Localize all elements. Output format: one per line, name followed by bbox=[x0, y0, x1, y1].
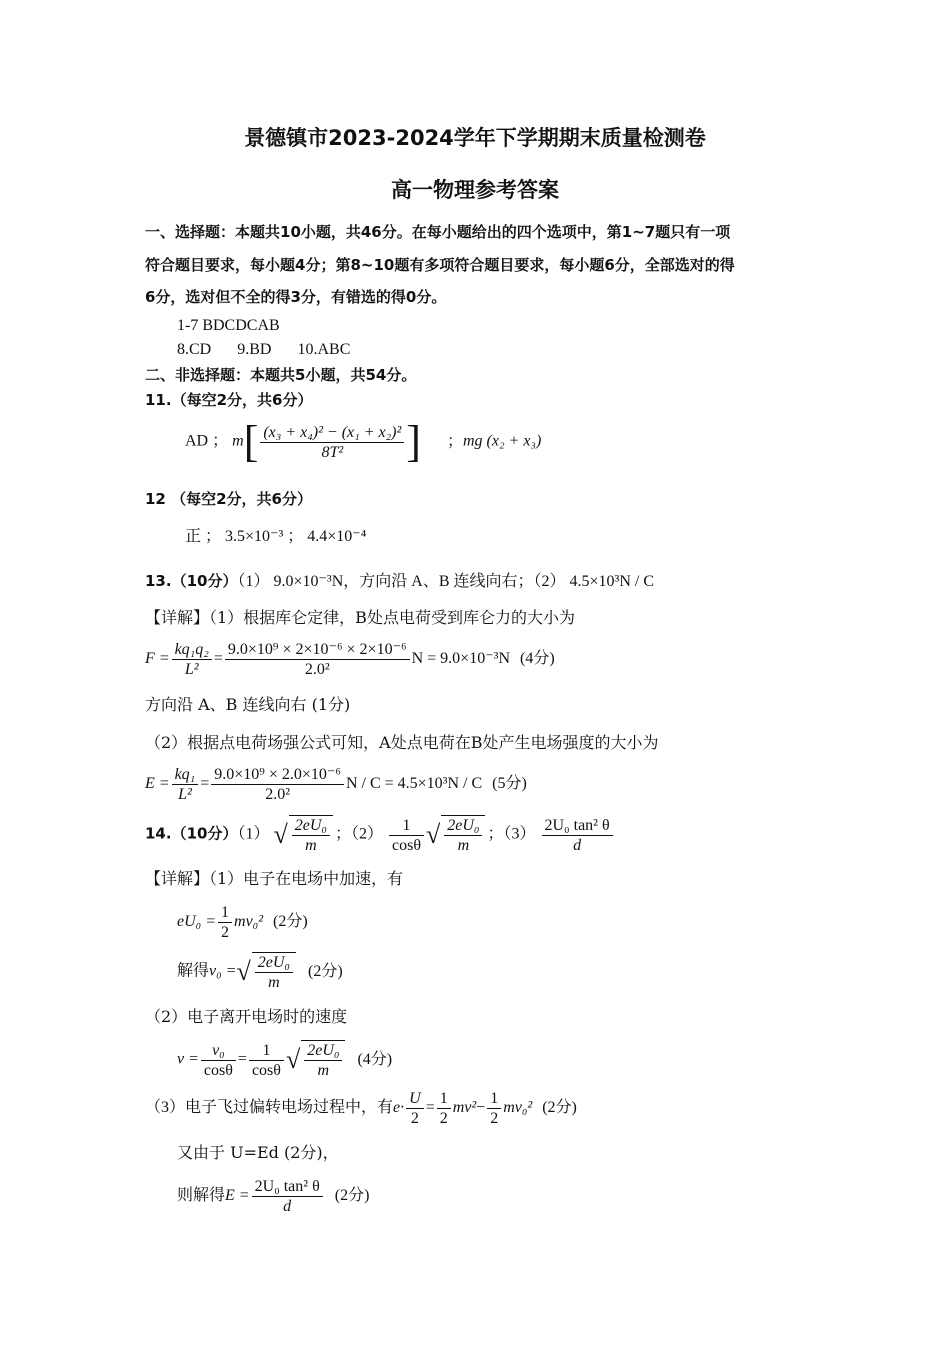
page-subtitle: 高一物理参考答案 bbox=[391, 178, 559, 202]
q13-label: 13.（10分） bbox=[145, 572, 238, 590]
answers-8-10 bbox=[177, 340, 350, 360]
q14-label: 14.（10分） bbox=[145, 824, 238, 843]
q12-label: 12 （每空2分，共6分） bbox=[145, 490, 312, 508]
q14-detail-2: （2）电子离开电场时的速度 bbox=[145, 1007, 348, 1026]
q14-detail-1: 【详解】（1）电子在电场中加速，有 bbox=[145, 869, 404, 888]
q14-eq5: 则解得E = $\frac{\text{2U₀ tan² θ}}{d}$ (2分) bbox=[177, 1178, 370, 1215]
answer-8: 8.CD bbox=[177, 341, 212, 358]
part2-heading: 二、非选择题：本题共5小题，共54分。 bbox=[145, 366, 417, 384]
q11-answer-3: mg (x₂ + x₃) bbox=[462, 432, 542, 450]
q13-detail-2: （2）根据点电荷场强公式可知，A处点电荷在B处产生电场强度的大小为 bbox=[145, 733, 659, 752]
q14-eq4: （3）电子飞过偏转电场过程中，有e· $\frac{U}{2}$ = $\frac{1}{2}$ mv²− $\frac{1}{2}$ mv₀² (2分) bbox=[145, 1090, 577, 1127]
q11-answer-1: AD ； bbox=[185, 432, 229, 450]
answer-10: 10.ABC bbox=[297, 341, 351, 358]
q13-field-eq: E = $\frac{\text{kq₁}}{\text{L²}}$ = $\frac{\text{9.0×10⁹ × 2.0×10⁻⁶}}{\text{2.0²}}$ N / C = 4.5×10³N / C (5分) bbox=[145, 766, 527, 803]
part1-line2: 符合题目要求，每小题4分；第8~10题有多项符合题目要求，每小题6分，全部选对的得 bbox=[145, 256, 735, 274]
q13-summary: （1） 9.0×10⁻³N，方向沿 A、B 连线向右；（2） 4.5×10³N / C bbox=[237, 573, 654, 590]
q11-coef: m bbox=[232, 432, 244, 450]
part1-line1: 一、选择题：本题共10小题，共46分。在每小题给出的四个选项中，第1~7题只有一项 bbox=[145, 223, 731, 241]
answer-9: 9.BD bbox=[237, 341, 272, 358]
q12-answer: 正 ； 3.5×10⁻³ ； 4.4×10⁻⁴ bbox=[185, 528, 367, 545]
q11-sep: ； bbox=[446, 432, 463, 450]
q14-eq1: eU₀ = $\frac{1}{2}$ mv₀² (2分) bbox=[177, 904, 308, 941]
answers-1-7: 1-7 BDCDCAB bbox=[177, 317, 280, 334]
page-title: 景德镇市2023-2024学年下学期期末质量检测卷 bbox=[244, 126, 706, 150]
part1-line3: 6分，选对但不全的得3分，有错选的得0分。 bbox=[145, 288, 447, 306]
q13-coulomb-eq: F = $\frac{\text{kq₁q₂}}{\text{L²}}$ = $\frac{\text{9.0×10⁹ × 2×10⁻⁶ × 2×10⁻⁶}}{\text{2.0²}}$ N = 9.0×10⁻³N (4分) bbox=[145, 641, 555, 678]
q13-direction: 方向沿 A、B 连线向右 (1分) bbox=[145, 695, 351, 714]
q13-detail-1: 【详解】（1）根据库仑定律，B处点电荷受到库仑力的大小为 bbox=[145, 608, 575, 627]
q14-eq3: v = $\frac{\text{v₀}}{\cos\theta}$ = $\frac{1}{\cos\theta}$ √ $\frac{\text{2eU₀}}{m}$ (4分) bbox=[177, 1041, 393, 1079]
q14-also: 又由于 U=Ed (2分)， bbox=[177, 1143, 339, 1162]
q13-line bbox=[145, 571, 654, 592]
q11-fraction: $\frac{\text{(x₃ + x₄)² − (x₁ + x₂)²}}{\text{8T²}}$ bbox=[260, 423, 404, 462]
q14-eq2: 解得v₀ =√ $\frac{\text{2eU₀}}{m}$ (2分) bbox=[177, 954, 343, 991]
q11-answer: AD ； m[ $\frac{\text{(x₃ + x₄)² − (x₁ + x₂)²}}{\text{8T²}}$ ] ；mg (x₂ + x₃) bbox=[185, 417, 542, 466]
q14-line: 14.（10分）（1） √ $\frac{\text{2eU₀}}{m}$ ；（2） $\frac{1}{\cos\theta}$ √ $\frac{\text{2eU₀}}{m}$ ；（3） $\frac{\text{2U₀ tan² θ}}{d}$ bbox=[145, 815, 615, 859]
q11-label: 11.（每空2分，共6分） bbox=[145, 391, 313, 409]
